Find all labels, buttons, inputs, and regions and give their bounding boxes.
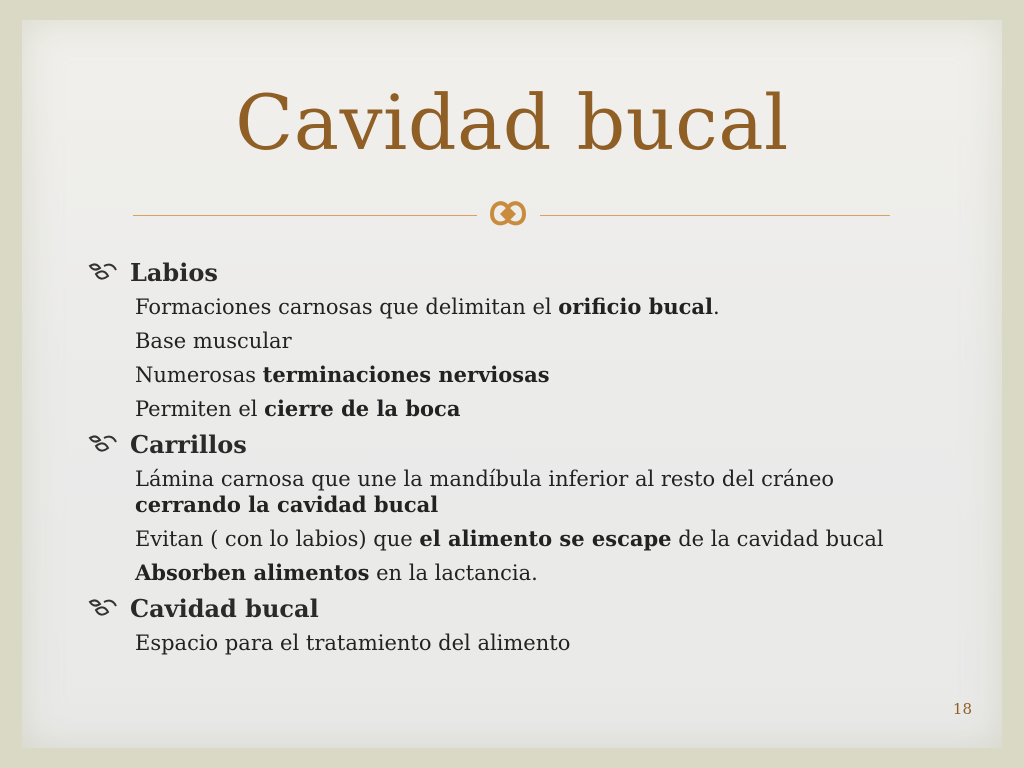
emphasis-text: cerrando la cavidad bucal (135, 492, 439, 517)
sub-item (135, 358, 935, 392)
body-text: Base muscular (135, 329, 292, 353)
bullet-icon (86, 260, 126, 284)
section-heading-text: Carrillos (130, 429, 247, 459)
section-heading (86, 590, 946, 626)
title-divider-left (133, 215, 477, 216)
bullet-icon (86, 432, 126, 456)
page-number: 18 (952, 700, 972, 718)
body-text: Formaciones carnosas que delimitan el (135, 295, 559, 319)
body-text: Permiten el (135, 397, 265, 421)
body-text: Espacio para el tratamiento del alimento (135, 631, 571, 655)
title-divider-right (540, 215, 890, 216)
sub-item (135, 556, 935, 590)
decorative-bullet-icon (478, 194, 538, 234)
section-heading (86, 426, 946, 462)
slide-content (86, 254, 946, 660)
section-heading-text: Cavidad bucal (130, 593, 319, 623)
emphasis-text: Absorben alimentos (135, 560, 370, 585)
sub-item (135, 290, 935, 324)
slide-title: Cavidad bucal (235, 78, 789, 167)
emphasis-text: el alimento se escape (419, 526, 672, 551)
sub-item (135, 522, 935, 556)
body-text: . (713, 295, 720, 319)
sub-item (135, 392, 935, 426)
sub-item (135, 626, 935, 660)
bullet-icon (86, 596, 126, 620)
body-text: de la cavidad bucal (671, 527, 884, 551)
sub-item (135, 462, 935, 522)
body-text: Numerosas (135, 363, 263, 387)
body-text: en la lactancia. (369, 561, 538, 585)
emphasis-text: cierre de la boca (264, 396, 461, 421)
body-text: Evitan ( con lo labios) que (135, 527, 420, 551)
section-heading-text: Labios (130, 257, 218, 287)
body-text: Lámina carnosa que une la mandíbula inferior al resto del cráneo (135, 467, 835, 491)
emphasis-text: orificio bucal (558, 294, 714, 319)
section-heading (86, 254, 946, 290)
sub-item (135, 324, 935, 358)
emphasis-text: terminaciones nerviosas (262, 362, 550, 387)
